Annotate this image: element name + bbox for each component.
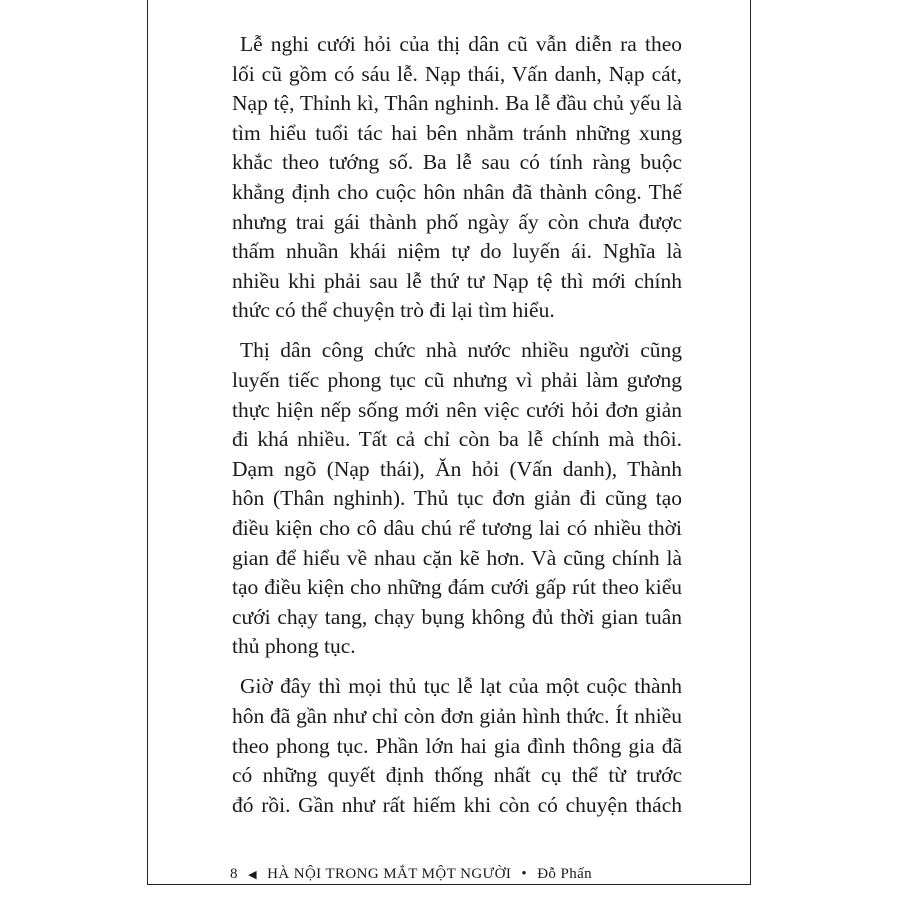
text-line: cưới chạy tang, chạy bụng không đủ thời gian tuân — [232, 604, 682, 629]
text-line: đó rồi. Gần như rất hiếm khi còn có chuyện thách — [232, 792, 682, 817]
text-line: theo phong tục. Phần lớn hai gia đình thông gia đã — [232, 733, 682, 758]
text-line: nhưng trai gái thành phố ngày ấy còn chưa được — [232, 209, 682, 234]
text-line: Nạp tệ, Thỉnh kì, Thân nghinh. Ba lễ đầu chủ yếu là — [232, 91, 682, 116]
author-name: Đỗ Phấn — [537, 866, 593, 882]
text-line: Dạm ngõ (Nạp thái), Ăn hỏi (Vấn danh), Thành — [232, 456, 682, 481]
text-line: thấm nhuần khái niệm tự do luyến ái. Nghĩa là — [232, 239, 682, 264]
text-line: Giờ đây thì mọi thủ tục lễ lạt của một cuộc thành — [240, 674, 682, 699]
text-line: hôn đã gần như chỉ còn đơn giản hình thức. Ít nhiều — [232, 704, 682, 729]
text-line: có những quyết định thống nhất cụ thể từ trước — [232, 763, 682, 788]
text-line: thức có thể chuyện trò đi lại tìm hiểu. — [232, 298, 555, 323]
text-line: thủ phong tục. — [232, 634, 356, 659]
text-line: thực hiện nếp sống mới nên việc cưới hỏi đơn giản — [232, 397, 682, 422]
text-line: hôn (Thân nghinh). Thủ tục đơn giản đi cũng tạo — [232, 486, 682, 511]
paragraph — [232, 30, 682, 326]
text-line: lối cũ gồm có sáu lễ. Nạp thái, Vấn danh, Nạp cát, — [232, 61, 682, 86]
text-line: điều kiện cho cô dâu chú rể tương lai có nhiều thời — [232, 516, 682, 540]
text-line: Thị dân công chức nhà nước nhiều người cũng — [240, 338, 682, 363]
text-line: tìm hiểu tuổi tác hai bên nhằm tránh những xung — [232, 120, 682, 145]
triangle-icon: ◀ — [248, 869, 257, 881]
text-line: tạo điều kiện cho những đám cưới gấp rút theo kiểu — [232, 575, 682, 600]
bullet-separator: • — [521, 866, 528, 882]
book-title: HÀ NỘI TRONG MẮT MỘT NGƯỜI — [267, 866, 512, 882]
text-line: khẳng định cho cuộc hôn nhân đã thành công. Thế — [232, 179, 682, 204]
text-line: Lễ nghi cưới hỏi của thị dân cũ vẫn diễn ra theo — [240, 32, 682, 56]
text-line: đi khá nhiều. Tất cả chỉ còn ba lễ chính mà thôi. — [232, 427, 682, 452]
body-text — [232, 30, 682, 831]
text-line: khắc theo tướng số. Ba lễ sau có tính ràng buộc — [232, 150, 682, 175]
page-number: 8 — [230, 866, 238, 882]
text-line: nhiều khi phải sau lễ thứ tư Nạp tệ thì mới chính — [232, 268, 682, 293]
paragraph — [232, 336, 682, 662]
running-footer — [230, 866, 598, 883]
text-line: luyến tiếc phong tục cũ nhưng vì phải làm gương — [232, 368, 682, 393]
text-line: gian để hiểu về nhau cặn kẽ hơn. Và cũng chính là — [232, 545, 682, 570]
paragraph — [232, 672, 682, 820]
